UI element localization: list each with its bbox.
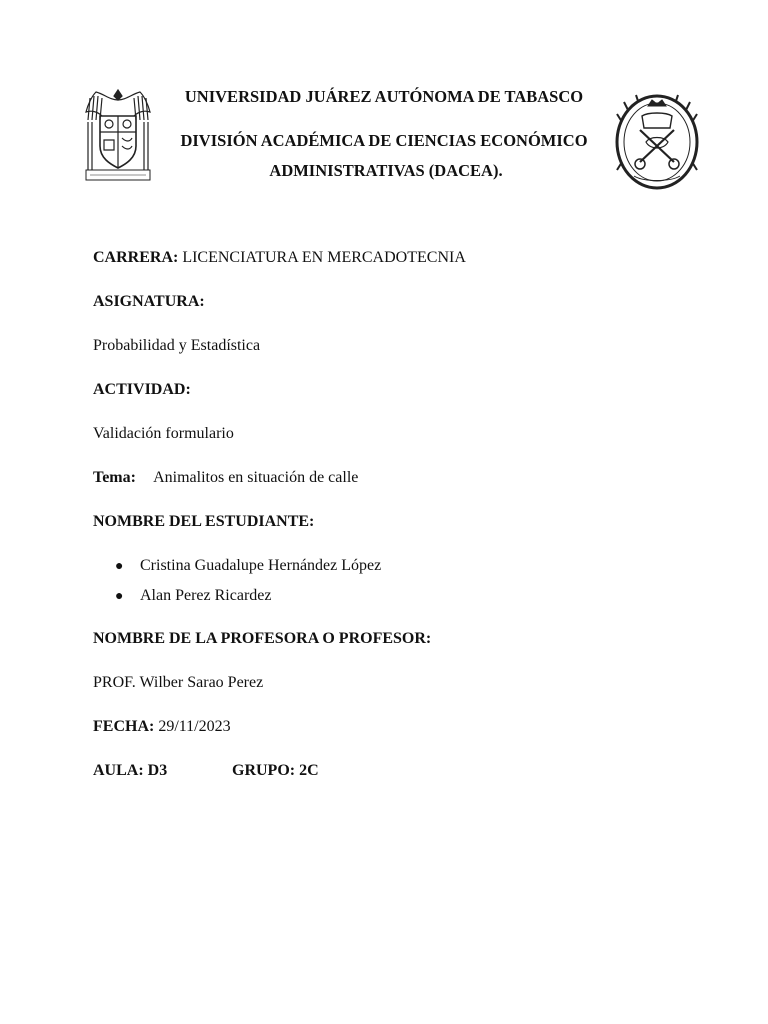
asignatura-label: ASIGNATURA: — [93, 293, 205, 310]
actividad-value: Validación formulario — [93, 425, 234, 442]
tema-row — [93, 469, 358, 487]
grupo-text: GRUPO: 2C — [232, 762, 319, 779]
bullet-icon: ● — [115, 559, 124, 574]
division-title-line1: DIVISIÓN ACADÉMICA DE CIENCIAS ECONÓMICO — [180, 131, 588, 150]
carrera-value: LICENCIATURA EN MERCADOTECNIA — [182, 249, 466, 266]
fecha-row — [93, 718, 231, 736]
aula-text: AULA: D3 — [93, 762, 168, 779]
division-title-line2: ADMINISTRATIVAS (DACEA). — [269, 161, 503, 180]
profesor-value: PROF. Wilber Sarao Perez — [93, 674, 264, 691]
student-name: Alan Perez Ricardez — [140, 587, 272, 604]
asignatura-value: Probabilidad y Estadística — [93, 337, 261, 354]
fecha-label: FECHA: — [93, 718, 155, 735]
tema-value: Animalitos en situación de calle — [153, 469, 359, 486]
actividad-label: ACTIVIDAD: — [93, 381, 191, 398]
carrera-row — [93, 249, 466, 267]
dacea-seal-icon — [614, 92, 700, 190]
tema-label: Tema: — [93, 469, 136, 486]
university-title: UNIVERSIDAD JUÁREZ AUTÓNOMA DE TABASCO — [184, 87, 584, 106]
profesor-label: NOMBRE DE LA PROFESORA O PROFESOR: — [93, 630, 432, 647]
bullet-icon: ● — [115, 589, 124, 604]
fecha-value: 29/11/2023 — [158, 718, 231, 735]
student-name: Cristina Guadalupe Hernández López — [140, 557, 382, 574]
estudiante-label: NOMBRE DEL ESTUDIANTE: — [93, 513, 315, 530]
carrera-label: CARRERA: — [93, 249, 179, 266]
ujat-crest-icon — [80, 86, 156, 184]
